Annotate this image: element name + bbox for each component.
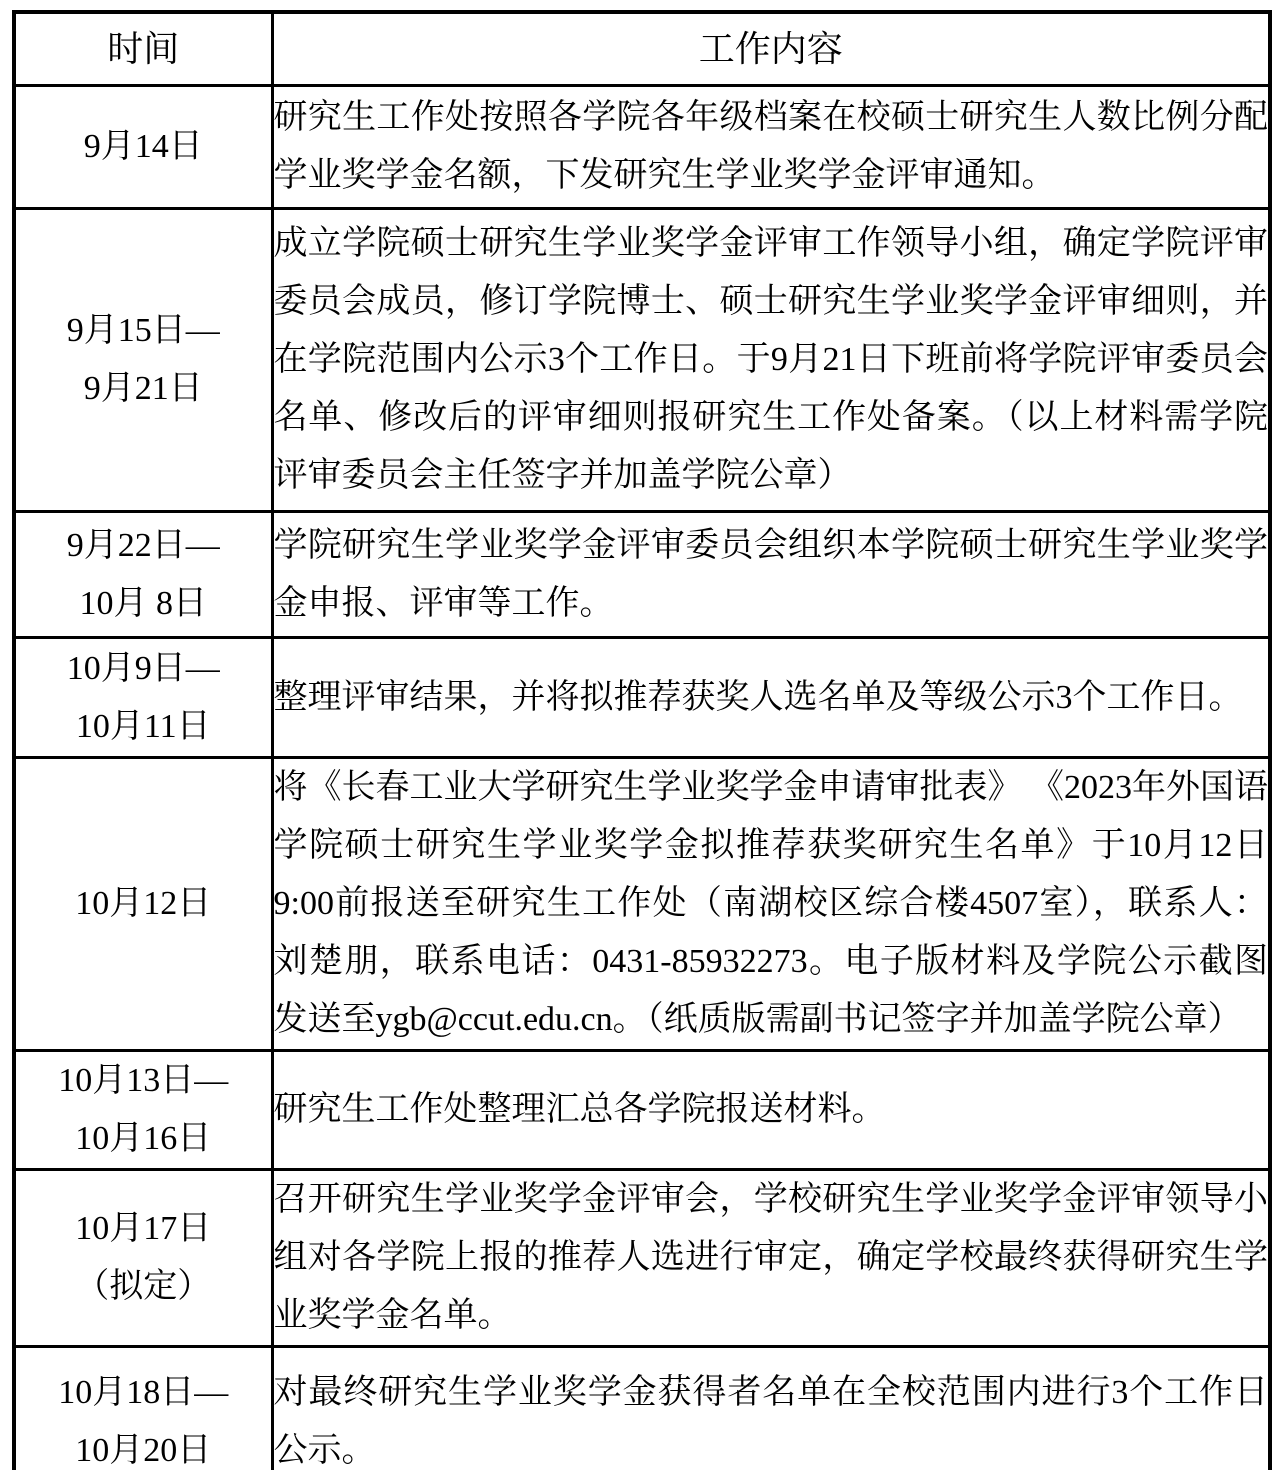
- content-text: 研究生工作处按照各学院各年级档案在校硕士研究生人数比例分配学业奖学金名额，下发研究生学业奖学金评审通知。: [273, 99, 1268, 194]
- time-text: 9月15日—: [66, 312, 220, 349]
- content-cell: [272, 86, 1270, 209]
- table-row: [14, 209, 1270, 512]
- schedule-table: [12, 10, 1272, 1470]
- content-cell: [272, 1051, 1270, 1170]
- time-cell: [14, 1347, 272, 1470]
- content-text: 整理评审结果，并将拟推荐获奖人选名单及等级公示3个工作日。: [273, 678, 1243, 716]
- time-text: 10月20日: [75, 1431, 212, 1469]
- table-row: [14, 86, 1270, 209]
- time-text: 10月13日—: [58, 1062, 229, 1099]
- table-row: [14, 638, 1270, 758]
- table-row: [14, 758, 1270, 1051]
- table-row: [14, 1051, 1270, 1170]
- time-cell: [14, 638, 272, 758]
- time-text: 10月12日: [75, 885, 212, 922]
- time-cell: [14, 1170, 272, 1347]
- time-cell: [14, 512, 272, 638]
- time-text: （拟定）: [75, 1268, 212, 1305]
- content-cell: [272, 638, 1270, 758]
- time-text: 9月22日—: [66, 526, 220, 564]
- time-text: 10月 8日: [79, 584, 207, 622]
- header-content: 工作内容: [272, 12, 1270, 86]
- time-text: 10月17日: [75, 1210, 212, 1247]
- content-text: 召开研究生学业奖学金评审会，学校研究生学业奖学金评审领导小组对各学院上报的推荐人选进行审定，确定学校最终获得研究生学业奖学金名单。: [273, 1181, 1268, 1334]
- header-time: 时间: [14, 12, 272, 86]
- time-cell: [14, 86, 272, 209]
- time-text: 10月11日: [75, 707, 211, 745]
- table-row: [14, 1170, 1270, 1347]
- time-cell: [14, 1051, 272, 1170]
- content-cell: [272, 758, 1270, 1051]
- time-text: 10月9日—: [66, 649, 220, 687]
- time-text: 10月16日: [75, 1120, 212, 1157]
- content-text: 将《长春工业大学研究生学业奖学金申请审批表》 《2023年外国语学院硕士研究生学业奖学金拟推荐获奖研究生名单》于10月12日9:00前报送至研究生工作处（南湖校区综合楼4507室），联系人：刘楚朋，联系电话：0431-85932273。电子版材料及学院公示截图发送至ygb@ccut.edu.cn。（纸质版需副书记签字并加盖学院公章）: [273, 769, 1268, 1038]
- content-text: 对最终研究生学业奖学金获得者名单在全校范围内进行3个工作日公示。: [273, 1373, 1268, 1469]
- content-cell: [272, 512, 1270, 638]
- time-cell: [14, 758, 272, 1051]
- time-cell: [14, 209, 272, 512]
- table-row: [14, 1347, 1270, 1470]
- content-cell: [272, 1170, 1270, 1347]
- table-header-row: [14, 12, 1270, 86]
- time-text: 9月21日: [83, 370, 203, 407]
- table-row: [14, 512, 1270, 638]
- time-text: 10月18日—: [58, 1373, 229, 1411]
- time-text: 9月14日: [83, 128, 203, 165]
- content-text: 成立学院硕士研究生学业奖学金评审工作领导小组，确定学院评审委员会成员，修订学院博士、硕士研究生学业奖学金评审细则，并在学院范围内公示3个工作日。于9月21日下班前将学院评审委员会名单、修改后的评审细则报研究生工作处备案。（以上材料需学院评审委员会主任签字并加盖学院公章）: [273, 225, 1268, 494]
- content-text: 研究生工作处整理汇总各学院报送材料。: [273, 1091, 886, 1128]
- content-text: 学院研究生学业奖学金评审委员会组织本学院硕士研究生学业奖学金申报、评审等工作。: [273, 526, 1268, 622]
- content-cell: [272, 209, 1270, 512]
- content-cell: [272, 1347, 1270, 1470]
